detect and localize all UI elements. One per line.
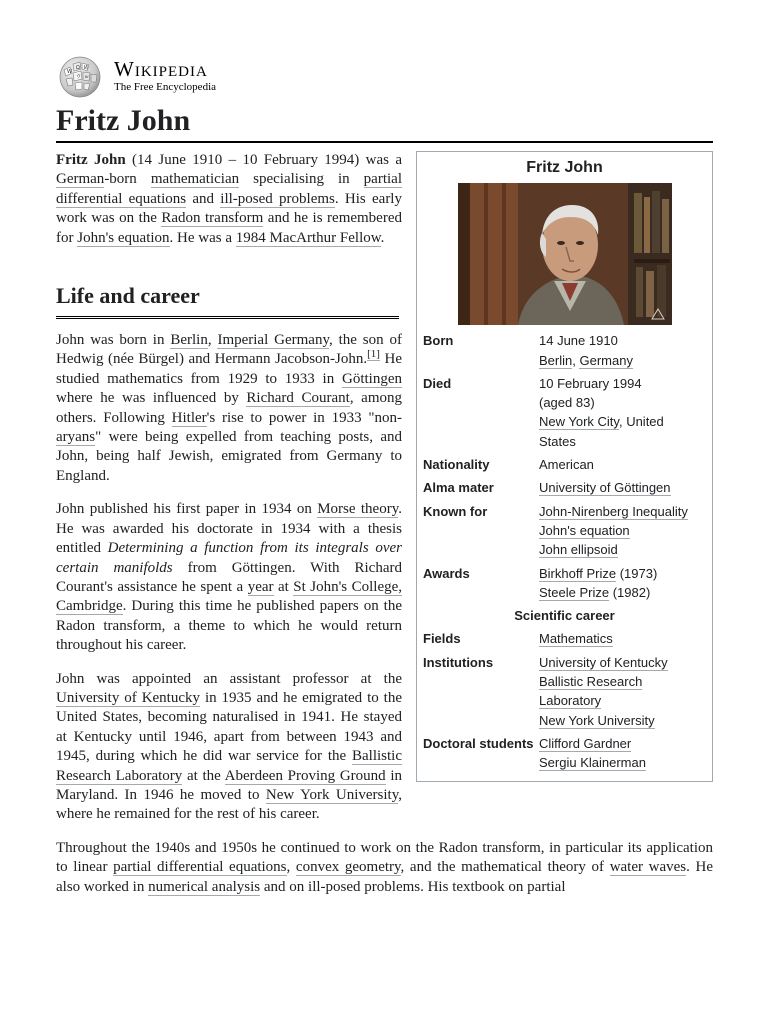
infobox-row-doctoral-students [423,732,706,775]
infobox-value-line [539,629,706,648]
text-run: from Göttingen. With Richard Courant's assistance he spent a [56,559,402,595]
text-run: " were being expelled from teaching posts, and John, being half Jewish, emigrated from Germany to England. [56,429,402,484]
infobox-label: Awards [423,565,470,581]
text-run: specialising in [239,171,364,188]
wikipedia-globe-icon[interactable] [56,54,104,98]
text-run: , [207,332,218,349]
infobox-row-nationality [423,453,706,476]
infobox-value [539,476,706,499]
text-run: and he is remembered for [56,210,402,246]
text-run: , and the mathematical theory of [400,859,610,876]
link-ballistic-research[interactable]: Ballistic Research [539,674,643,690]
text-run: (14 June 1910 – 10 February 1994) was a [125,152,402,168]
svg-text:ウ: ウ [76,74,82,80]
infobox-row-known-for [423,500,706,562]
section-heading-life-and-career: Life and career [56,282,399,319]
infobox-value-line [539,583,706,602]
infobox-label: Institutions [423,654,494,670]
text-run: at [273,578,294,595]
infobox-value-line [539,432,706,451]
infobox-value-line [539,734,706,753]
link-ill-posed-problems[interactable]: ill-posed problems [220,190,335,207]
link-g-ttingen[interactable]: Göttingen [342,370,402,387]
svg-text:Ω: Ω [76,65,80,71]
infobox-value-line [539,502,706,521]
infobox-value [539,372,706,453]
link-laboratory[interactable]: Laboratory [539,693,602,709]
infobox-value-line [539,374,706,393]
text-run: -born [104,171,151,188]
link-year[interactable]: year [247,578,274,595]
wordmark-tagline: The Free Encyclopedia [114,81,217,93]
infobox-value [539,651,706,732]
link-st-john-s-college-cambridge[interactable]: St John's College, Cambridge [56,578,403,615]
text-run: , where he remained for the rest of his career. [56,786,402,823]
link-convex-geometry[interactable]: convex geometry [295,859,401,876]
link-ballistic-research-laboratory[interactable]: Ballistic Research Laboratory [56,748,402,784]
link-water-waves[interactable]: water waves [609,859,687,876]
link-morse-theory[interactable]: Morse theory [317,501,399,518]
infobox [416,151,713,782]
page-title: Fritz John [56,103,713,143]
text-run: in Maryland. In 1946 he moved to [56,767,403,803]
text-run: 's rise to power in 1933 "non- [206,409,402,426]
text-run: 14 June 1910 [539,333,618,349]
link-1984-macarthur-fellow[interactable]: 1984 MacArthur Fellow [235,229,381,246]
text-run: , among others. Following [56,390,402,426]
infobox-value-line [539,393,706,412]
infobox-label: Alma mater [423,480,494,496]
link-new-york-university[interactable]: New York University [265,786,399,803]
text-run: . His early work was on the [56,190,402,227]
article-page [56,52,713,911]
link-john-s-equation[interactable]: John's equation [77,229,170,246]
text-run: (1982) [609,584,651,600]
infobox-value-line [539,521,706,540]
infobox-value-line [539,564,706,583]
infobox-row-alma-mater [423,476,706,499]
text-run: . During this time he published papers on the Radon transform, a theme to which he would return throughout his career. [56,598,402,654]
text-run: John was appointed an assistant professor at the [56,670,402,687]
text-run: where he was influenced by [56,390,247,407]
infobox-value-line [539,672,706,691]
bold-text: Fritz John [56,152,126,168]
text-run: . He was a [169,229,236,246]
text-run: at the [182,767,225,784]
text-run: John was born in [56,332,171,349]
link-university-of-g-ttingen[interactable]: University of Göttingen [539,480,671,496]
link-aryans[interactable]: aryans [56,429,96,446]
infobox-value-line [539,478,706,497]
infobox-value-line [539,653,706,672]
link-hitler[interactable]: Hitler [171,409,207,426]
text-run: States [539,433,576,449]
infobox-label: Nationality [423,457,490,473]
infobox-label: Fields [423,631,461,647]
link-german[interactable]: German [56,171,105,188]
infobox-row-died [423,372,706,453]
infobox-row-born [423,329,706,372]
infobox-value-line [539,753,706,772]
infobox-subheader: Scientific career [514,608,615,624]
link-john-s-equation[interactable]: John's equation [539,522,630,538]
link-steele-prize[interactable]: Steele Prize [539,584,610,600]
infobox-label: Known for [423,503,488,519]
infobox-value-line [539,412,706,431]
link-university-of-kentucky[interactable]: University of Kentucky [539,654,668,670]
link-mathematics[interactable]: Mathematics [539,631,613,647]
link-john-ellipsoid[interactable]: John ellipsoid [539,542,618,558]
link-germany[interactable]: Germany [579,352,633,368]
text-run: (aged 83) [539,395,595,411]
link-new-york-university[interactable]: New York University [539,712,655,728]
link-john-nirenberg-inequality[interactable]: John-Nirenberg Inequality [539,503,688,519]
infobox-label: Died [423,375,452,391]
infobox-row-awards [423,562,706,605]
link-clifford-gardner[interactable]: Clifford Gardner [539,735,632,751]
infobox-value-line [539,540,706,559]
link-berlin[interactable]: Berlin [539,352,573,368]
link-imperial-germany[interactable]: Imperial Germany [217,332,329,349]
wordmark[interactable] [114,59,216,93]
link-richard-courant[interactable]: Richard Courant [246,390,350,407]
link-partial-differential-equations[interactable]: partial differential equations [113,859,287,876]
link-partial-differential-equations[interactable]: partial differential equations [56,171,402,207]
infobox-value [539,453,706,476]
svg-text:ש: ש [85,74,89,80]
infobox-row-institutions [423,651,706,732]
infobox-subheader-row [423,604,706,627]
text-run: , [572,352,580,368]
body-paragraph [56,839,713,897]
infobox-table [423,329,706,774]
infobox-value [539,627,706,650]
infobox-label: Doctoral students [423,735,534,751]
infobox-value-line [539,691,706,710]
infobox-value [539,562,706,605]
infobox-value-line [539,455,706,474]
article-body [56,151,713,897]
text-run: and on ill-posed problems. His textbook on partial [260,878,566,895]
infobox-value [539,329,706,372]
link-new-york-city[interactable]: New York City [539,414,619,430]
portrait-photo[interactable] [458,183,672,325]
citation-link[interactable]: [1] [367,348,380,361]
wordmark-title: Wikipedia [114,57,208,81]
svg-text:W: W [67,69,72,75]
link-birkhoff-prize[interactable]: Birkhoff Prize [539,565,617,581]
site-header [56,52,713,100]
text-run: and [186,190,221,207]
link-aberdeen-proving-ground[interactable]: Aberdeen Proving Ground [224,767,386,784]
text-run: American [539,457,594,473]
link-berlin[interactable]: Berlin [170,332,208,349]
text-run: John published his first paper in 1934 on [56,501,318,518]
link-numerical-analysis[interactable]: numerical analysis [148,878,261,895]
text-run: in 1935 and he emigrated to the United States, becoming naturalised in 1941. He stayed at Kentucky until 1946, apart from between 1943 and 1945, during which he did war service for the [56,689,403,765]
infobox-value-line [539,351,706,370]
link-mathematician[interactable]: mathematician [150,171,240,188]
text-run: . He also worked in [56,859,713,895]
link-sergiu-klainerman[interactable]: Sergiu Klainerman [539,755,646,771]
infobox-label: Born [423,333,454,349]
infobox-title: Fritz John [526,159,603,176]
infobox-value-line [539,331,706,350]
text-run: . He was awarded his doctorate in 1934 with a thesis entitled [56,501,402,557]
text-run: . [380,229,385,246]
text-run: , United [618,414,664,430]
link-radon-transform[interactable]: Radon transform [161,210,264,227]
text-run: Throughout the 1940s and 1950s he continued to work on the Radon transform, in particular its application to linear [56,839,713,876]
svg-text:И: И [84,65,88,71]
text-run: , [286,859,296,876]
text-run: 10 February 1994 [539,375,642,391]
text-run: He studied mathematics from 1929 to 1933 in [56,351,402,387]
infobox-value [539,500,706,562]
italic-text: Determining a function from its integrals over certain manifolds [56,540,402,576]
infobox-value-line [539,711,706,730]
text-run: (1973) [616,565,658,581]
infobox-row-fields [423,627,706,650]
citation [367,348,380,361]
infobox-value [539,732,706,775]
link-university-of-kentucky[interactable]: University of Kentucky [56,689,201,706]
text-run: , the son of Hedwig (née Bürgel) and Hermann Jacobson-John. [56,332,403,368]
